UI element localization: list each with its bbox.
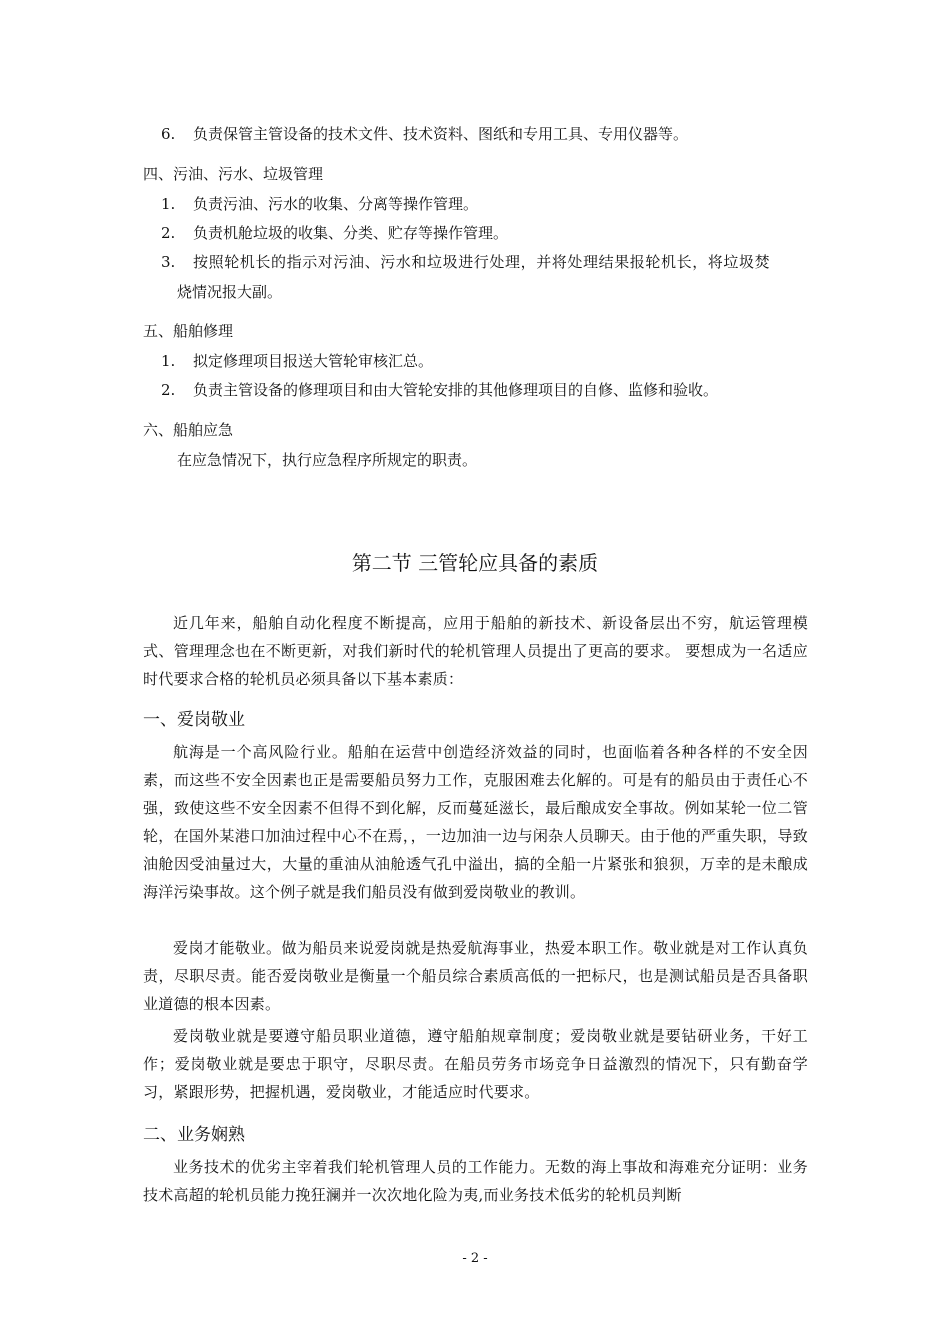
list-item-text: 拟定修理项目报送大管轮审核汇总。 (193, 352, 434, 370)
list-number: 1. (161, 195, 176, 213)
list-item-text: 负责污油、污水的收集、分离等操作管理。 (193, 195, 479, 213)
page-number: - 2 - (462, 1251, 488, 1266)
quality-heading: 二、业务娴熟 (143, 1125, 245, 1145)
body-paragraph: 爱岗才能敬业。做为船员来说爱岗就是热爱航海事业，热爱本职工作。敬业就是对工作认真负责，尽职尽责。能否爱岗敬业是衡量一个船员综合素质高低的一把标尺，也是测试船员是否具备职业道德的根本因素。 (143, 939, 808, 1013)
list-number: 1. (161, 352, 176, 370)
quality-heading: 一、爱岗敬业 (143, 710, 245, 730)
body-paragraph: 航海是一个高风险行业。船舶在运营中创造经济效益的同时，也面临着各种各样的不安全因素，而这些不安全因素也正是需要船员努力工作，克服困难去化解的。可是有的船员由于责任心不强，致使这些不安全因素不但得不到化解，反而蔓延滋长，最后酿成安全事故。例如某轮一位二管轮，在国外某港口加油过程中心不在焉，，一边加油一边与闲杂人员聊天。由于他的严重失职，导致油舱因受油量过大，大量的重油从油舱透气孔中溢出，搞的全船一片紧张和狼狈，万幸的是未酿成海洋污染事故。这个例子就是我们船员没有做到爱岗敬业的教训。 (143, 743, 808, 901)
list-number: 2. (161, 381, 176, 399)
intro-paragraph: 近几年来，船舶自动化程度不断提高，应用于船舶的新技术、新设备层出不穷，航运管理模式、管理理念也在不断更新，对我们新时代的轮机管理人员提出了更高的要求。 要想成为一名适应时代要求合格的轮机员必须具备以下基本素质： (143, 614, 808, 688)
list-item-continuation: 烧情况报大副。 (177, 283, 283, 301)
list-item-text: 按照轮机长的指示对污油、污水和垃圾进行处理，并将处理结果报轮机长，将垃圾焚 (193, 253, 771, 271)
body-paragraph: 爱岗敬业就是要遵守船员职业道德，遵守船舶规章制度；爱岗敬业就是要钻研业务，干好工作；爱岗敬业就是要忠于职守，尽职尽责。在船员劳务市场竞争日益激烈的情况下，只有勤奋学习，紧跟形势，把握机遇，爱岗敬业，才能适应时代要求。 (143, 1027, 808, 1101)
section-heading: 五、船舶修理 (143, 322, 234, 340)
list-number: 6. (161, 125, 176, 143)
list-item-text: 负责保管主管设备的技术文件、技术资料、图纸和专用工具、专用仪器等。 (193, 125, 689, 143)
body-paragraph: 业务技术的优劣主宰着我们轮机管理人员的工作能力。无数的海上事故和海难充分证明：业务技术高超的轮机员能力挽狂澜并一次次地化险为夷,而业务技术低劣的轮机员判断 (143, 1158, 808, 1204)
section-heading: 六、船舶应急 (143, 421, 234, 439)
list-item-text: 负责主管设备的修理项目和由大管轮安排的其他修理项目的自修、监修和验收。 (193, 381, 719, 399)
list-number: 2. (161, 224, 176, 242)
list-number: 3. (161, 253, 176, 271)
chapter-title: 第二节 三管轮应具备的素质 (351, 551, 599, 575)
section-heading: 四、污油、污水、垃圾管理 (143, 165, 324, 183)
section-text: 在应急情况下，执行应急程序所规定的职责。 (177, 451, 478, 469)
list-item-text: 负责机舱垃圾的收集、分类、贮存等操作管理。 (193, 224, 509, 242)
